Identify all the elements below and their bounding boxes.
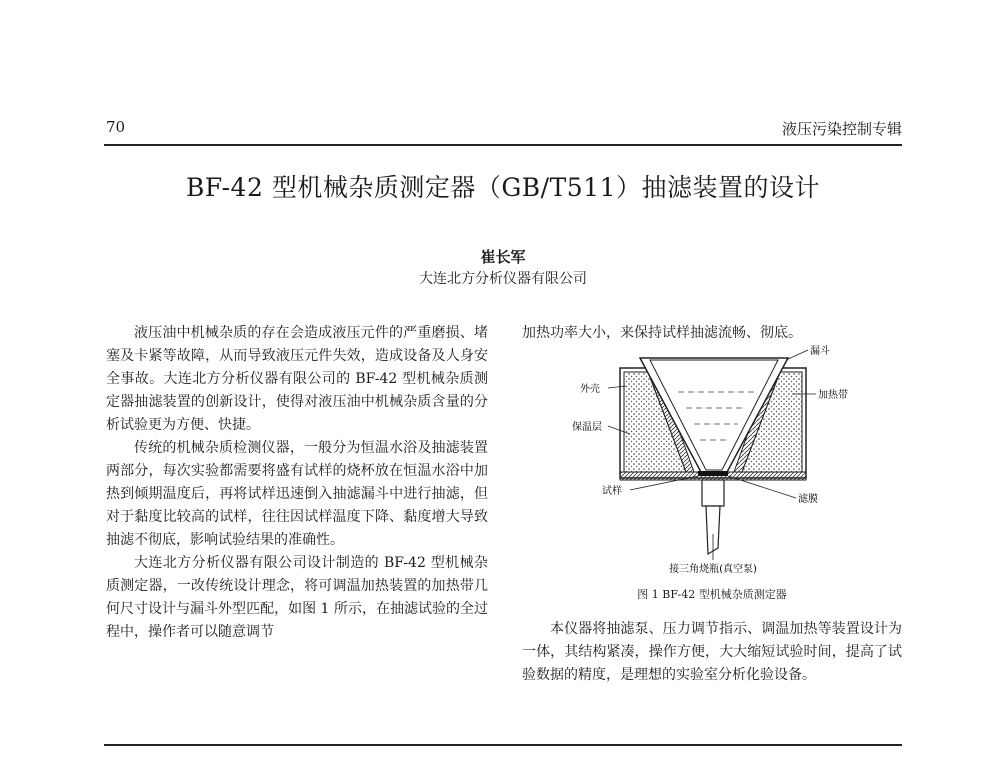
label-funnel: 漏斗 [810, 346, 830, 357]
figure-1 [568, 338, 858, 578]
left-column [106, 322, 488, 644]
author: 崔长军 [480, 248, 526, 266]
affiliation: 大连北方分析仪器有限公司 [419, 271, 587, 287]
journal-title: 液压污染控制专辑 [781, 120, 902, 138]
figure-caption: 图 1 BF-42 型机械杂质测定器 [637, 588, 787, 601]
funnel-neck [702, 480, 724, 506]
article-title: BF-42 型机械杂质测定器（GB/T511）抽滤装置的设计 [186, 173, 820, 202]
paragraph-conclusion: 本仪器将抽滤泵、压力调节指示、调温加热等装置设计为一体，其结构紧凑，操作方便，大大缩短试验时间，提高了试验数据的精度，是理想的实验室分析化验设备。 [522, 621, 902, 683]
right-column-bottom [522, 618, 902, 687]
filter-membrane [698, 471, 728, 476]
paragraph-design: 大连北方分析仪器有限公司设计制造的 BF-42 型机械杂质测定器，一改传统设计理念，将可调温加热装置的加热带几何尺寸设计与漏斗外型匹配，如图 1 所示，在抽滤试验的全过程中，操作者可以随意调节 [106, 555, 488, 640]
paragraph-intro: 液压油中机械杂质的存在会造成液压元件的严重磨损、堵塞及卡紧等故障，从而导致液压元件失效，造成设备及人身安全事故。大连北方分析仪器有限公司的 BF-42 型机械杂质测定器抽滤装置的创新设计，使得对液压油中机械杂质含量的分析试验更为方便、快捷。 [106, 325, 488, 433]
funnel-diagram [568, 338, 858, 578]
paragraph-continued: 加热功率大小，来保持试样抽滤流畅、彻底。 [522, 325, 802, 341]
label-flask: 接三角烧瓶(真空泵) [669, 564, 757, 575]
paragraph-traditional: 传统的机械杂质检测仪器，一般分为恒温水浴及抽滤装置两部分，每次实验都需要将盛有试样的烧杯放在恒温水浴中加热到倾期温度后，再将试样迅速倒入抽滤漏斗中进行抽滤，但对于黏度比较高的试样，往往因试样温度下降、黏度增大导致抽滤不彻底，影响试验结果的准确性。 [106, 440, 488, 548]
label-shell: 外壳 [580, 384, 600, 395]
label-insulation: 保温层 [572, 422, 602, 433]
label-sample: 试样 [602, 486, 622, 497]
page-number: 70 [106, 118, 126, 136]
label-heater: 加热带 [818, 390, 848, 401]
footer-rule [104, 744, 902, 746]
label-membrane: 滤膜 [798, 494, 818, 505]
header-rule [104, 144, 902, 146]
